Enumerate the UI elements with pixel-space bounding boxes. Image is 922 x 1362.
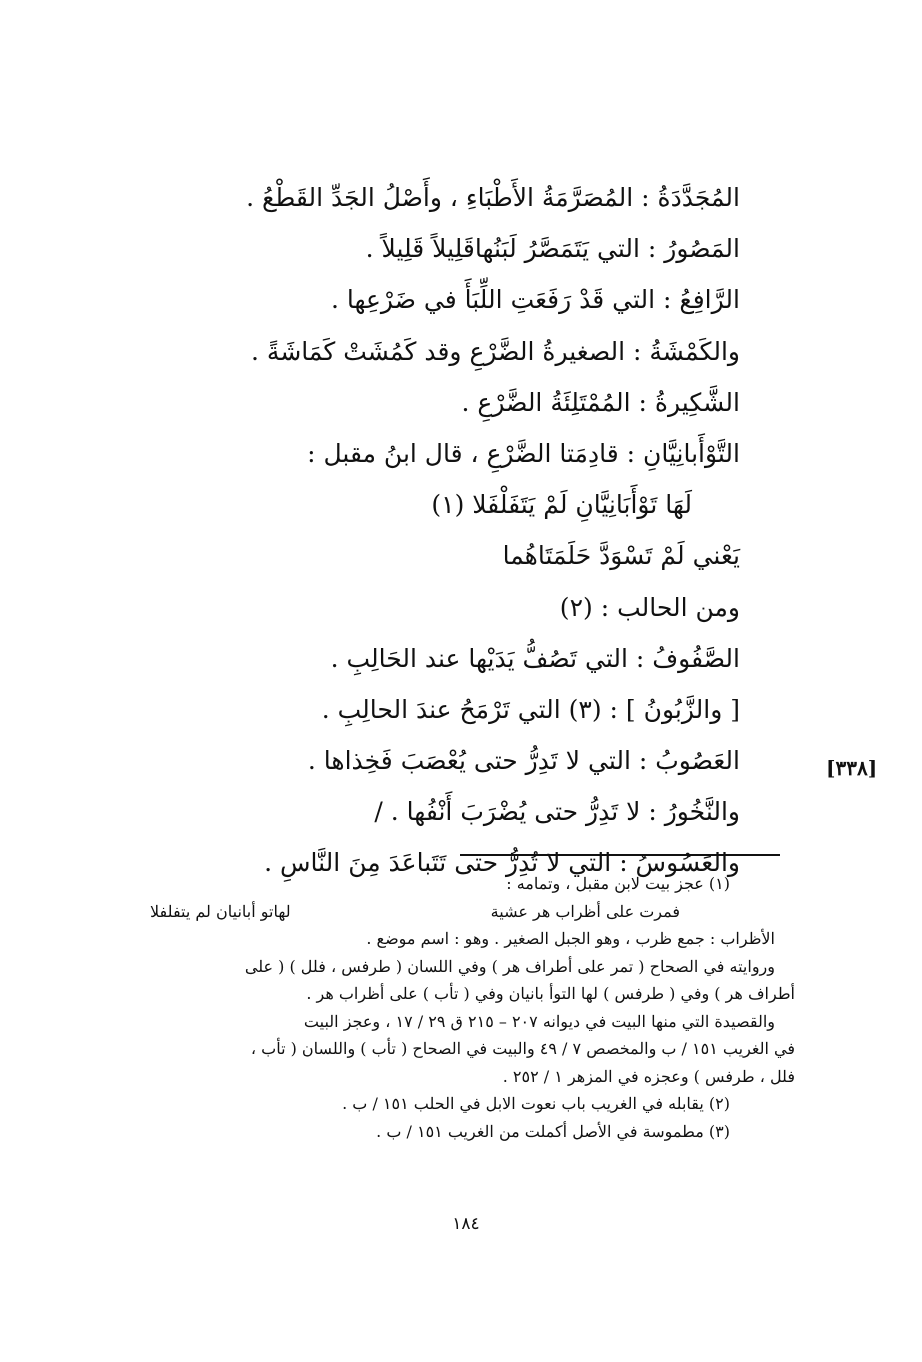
footnote-verse [150,898,775,926]
footnote-line: أطراف هر ) وفي ( طرفس ) لها التوأ بانيان وفي ( تأب ) على أظراب هر . [306,984,795,1003]
verse-second-hemistich: لهاتو أبانيان لم يتفلفلا [150,901,291,921]
margin-folio-reference: [٣٣٨] [826,756,878,780]
text-line: الرَّافِعُ : التي قَدْ رَفَعَتِ اللِّبَأَ في ضَرْعِها . [330,285,740,315]
footnote-line: وروايته في الصحاح ( تمر على أطراف هر ) وفي اللسان ( طرفس ، فلل ) ( على [244,956,775,976]
main-text [150,172,740,889]
footnote-line: (١) عجز بيت لابن مقبل ، وتمامه : [506,874,730,893]
text-line: العَصُوبُ : التي لا تَدِرُّ حتى يُعْصَبَ فَخِذاها . [307,746,740,776]
footnote-separator [460,854,780,856]
text-line: المُجَدَّدَةُ : المُصَرَّمَةُ الأَطْبَاءِ ، وأَصْلُ الجَدِّ القَطْعُ . [246,183,740,212]
footnotes [150,870,795,1145]
footnote-line: الأظراب : جمع ظرب ، وهو الجبل الصغير . وهو : اسم موضع . [366,929,775,948]
text-line: والنَّخُورُ : لا تَدِرُّ حتى يُضْرَبَ أَنْفُها . / [374,797,740,827]
footnote-line: (٣) مطموسة في الأصل أكملت من الغريب ١٥١ / ب . [376,1121,730,1141]
page-number: ١٨٤ [452,1214,480,1234]
verse-first-hemistich: فمرت على أظراب هر عشية [490,901,680,921]
text-line: الصَّفُوفُ : التي تَصُفُّ يَدَيْها عند الحَالِبِ . [330,643,740,673]
text-line: يَعْني لَمْ تَسْوَدَّ حَلَمَتَاهُما [502,541,740,571]
section-heading: ومن الحالب : (٢) [559,592,740,622]
text-line: والعَسُوسُ : التي لا تُدِرُّ حتى تَتَباعَدَ مِنَ النَّاسِ . [264,848,740,878]
footnote-line: فلل ، طرفس ) وعجزه في المزهر ١ / ٢٥٢ . [502,1066,795,1086]
footnote-line: في الغريب ١٥١ / ب والمخصص ٧ / ٤٩ والبيت في الصحاح ( تأب ) واللسان ( تأب ، [250,1039,795,1058]
footnote-line: والقصيدة التي منها البيت في ديوانه ٢٠٧ – ٢١٥ ق ٢٩ / ١٧ ، وعجز البيت [303,1011,775,1031]
text-line: والكَمْشَةُ : الصغيرةُ الضَّرْعِ وقد كَمُشَتْ كَمَاشَةً . [251,336,740,366]
text-line: الشَّكِيرةُ : المُمْتَلِئَةُ الضَّرْعِ . [461,387,740,417]
text-line: [ والزَّبُونُ ] : (٣) التي تَرْمَحُ عندَ الحالِبِ . [321,694,740,724]
text-line: التَّوْأَبانِيَّانِ : قادِمَتا الضَّرْعِ ، قال ابنُ مقبل : [307,438,740,468]
footnote-line: (٢) يقابله في الغريب باب نعوت الابل في الحلب ١٥١ / ب . [342,1094,730,1113]
text-line: المَصُورُ : التي يَتَمَصَّرُ لَبَنُهاقَلِيلاً قَلِيلاً . [365,234,740,264]
verse-line: لَهَا تَوْأَبَانِيَّانِ لَمْ يَتَفَلْفَلا (١) [431,490,692,520]
